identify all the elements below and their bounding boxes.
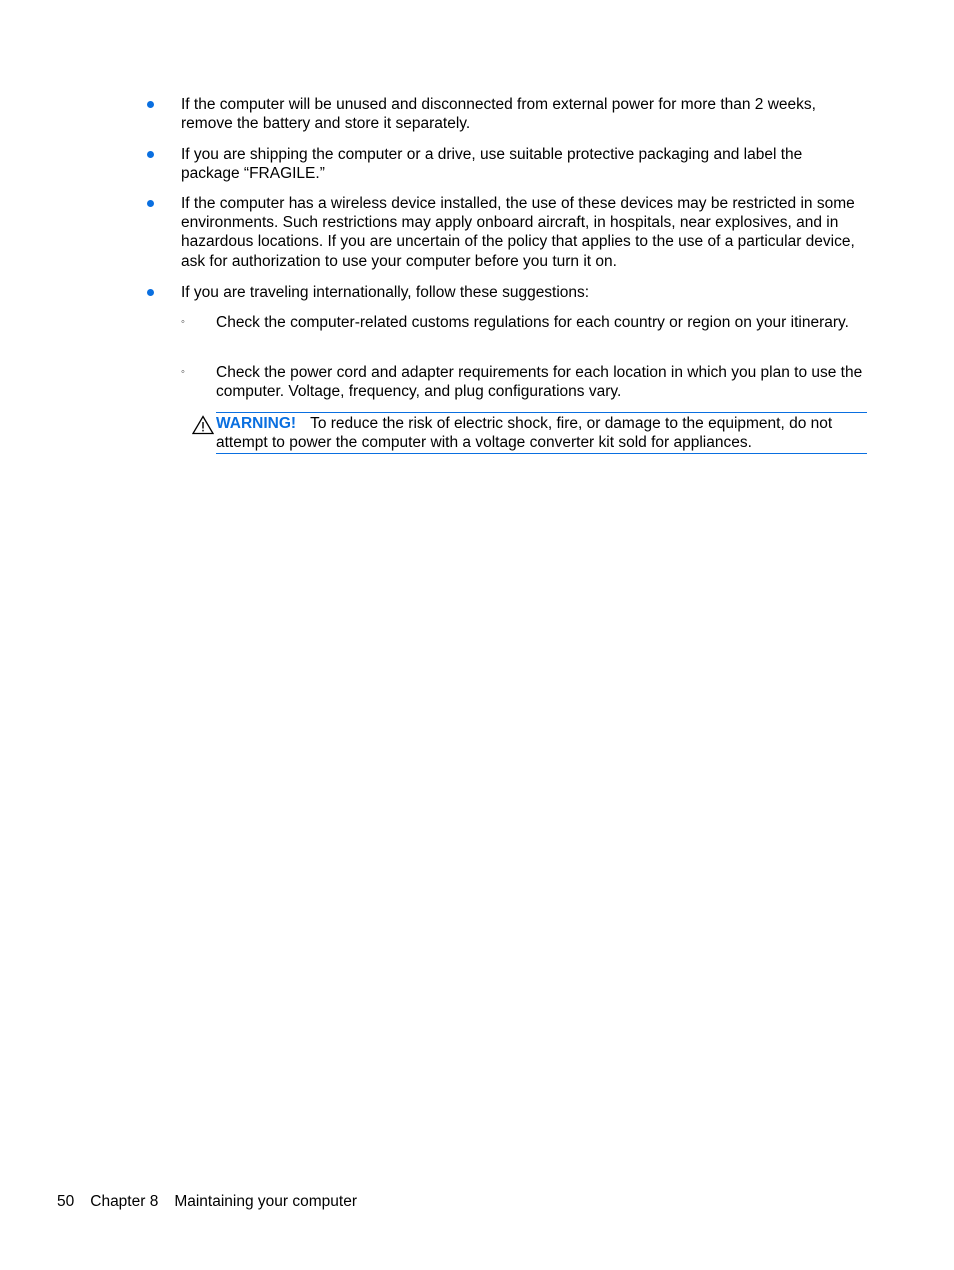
list-item-3: If the computer has a wireless device installed, the use of these devices may be restricted in some environments. Such restrictions may apply onboard aircraft, in hospitals, near explosives, and in hazardous locations. If you are uncertain of the policy that applies to the use of a particular device, ask for authorization to use your computer before you turn it on.	[181, 195, 855, 270]
sub-bullet-1: ◦	[181, 316, 185, 328]
warning-label: WARNING!	[216, 415, 297, 432]
page-number: 50	[57, 1193, 75, 1210]
list-item-4: If you are traveling internationally, follow these suggestions:	[181, 284, 590, 301]
sub-list-item-2: Check the power cord and adapter requirements for each location in which you plan to use the computer. Voltage, frequency, and plug configurations vary.	[216, 364, 863, 401]
bullet-4	[147, 289, 154, 296]
warning-box	[216, 412, 867, 454]
warning-text: To reduce the risk of electric shock, fire, or damage to the equipment, do not attempt to power the computer with a voltage converter kit sold for appliances.	[216, 415, 833, 452]
bullet-3	[147, 200, 154, 207]
chapter-label: Chapter 8	[90, 1193, 159, 1210]
sub-bullet-2: ◦	[181, 366, 185, 378]
list-item-2: If you are shipping the computer or a drive, use suitable protective packaging and label the package “FRAGILE.”	[181, 146, 803, 183]
warning-triangle-icon	[192, 415, 214, 435]
page-footer	[57, 1192, 373, 1211]
bullet-1	[147, 101, 154, 108]
sub-list-item-1: Check the computer-related customs regulations for each country or region on your itinerary.	[216, 314, 849, 331]
list-item-1: If the computer will be unused and disconnected from external power for more than 2 weeks, remove the battery and store it separately.	[181, 96, 816, 133]
chapter-title: Maintaining your computer	[174, 1193, 357, 1210]
bullet-2	[147, 151, 154, 158]
